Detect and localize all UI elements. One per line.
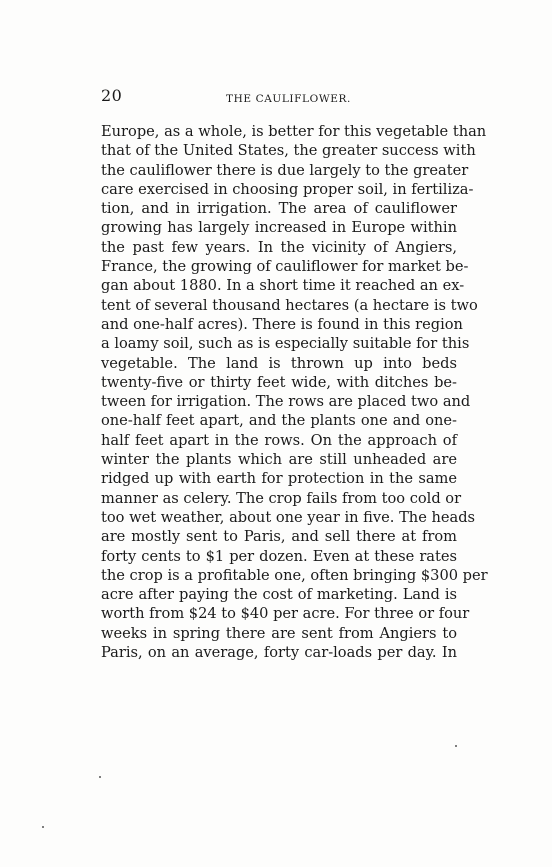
print-speck bbox=[99, 776, 101, 778]
text-line: vegetable. The land is thrown up into beds bbox=[101, 354, 457, 372]
text-line: growing has largely increased in Europe within bbox=[101, 219, 457, 237]
body-text bbox=[101, 122, 488, 662]
text-line: acre after paying the cost of marketing. Land is bbox=[101, 586, 457, 604]
text-line: tent of several thousand hectares (a hectare is two bbox=[101, 296, 478, 314]
text-line: one-half feet apart, and the plants one and one- bbox=[101, 412, 457, 430]
text-line: half feet apart in the rows. On the approach of bbox=[101, 431, 457, 449]
text-line: tween for irrigation. The rows are placed two and bbox=[101, 393, 471, 411]
text-line: the cauliflower there is due largely to the greater bbox=[101, 161, 469, 179]
text-line: France, the growing of cauliflower for market be- bbox=[101, 258, 469, 276]
text-line: twenty-five or thirty feet wide, with ditches be- bbox=[101, 373, 457, 391]
running-head: THE CAULIFLOWER. bbox=[226, 93, 351, 105]
text-line: weeks in spring there are sent from Angiers to bbox=[101, 624, 457, 642]
text-line: tion, and in irrigation. The area of cauliflower bbox=[101, 200, 457, 218]
text-line: are mostly sent to Paris, and sell there at from bbox=[101, 528, 457, 546]
text-line: forty cents to $1 per dozen. Even at these rates bbox=[101, 547, 457, 565]
text-line: care exercised in choosing proper soil, in fertiliza- bbox=[101, 180, 474, 198]
text-line: a loamy soil, such as is especially suitable for this bbox=[101, 335, 470, 353]
text-line: the crop is a profitable one, often bringing $300 per bbox=[101, 566, 488, 584]
text-line: Europe, as a whole, is better for this vegetable than bbox=[101, 123, 487, 140]
text-line: and one-half acres). There is found in this region bbox=[101, 315, 463, 333]
page-number: 20 bbox=[101, 86, 123, 105]
text-line: the past few years. In the vicinity of Angiers, bbox=[101, 238, 457, 256]
text-line: too wet weather, about one year in five. The heads bbox=[101, 508, 476, 526]
text-line: Paris, on an average, forty car-loads per day. In bbox=[101, 644, 457, 662]
text-line: ridged up with earth for protection in the same bbox=[101, 470, 457, 488]
print-speck bbox=[42, 826, 44, 828]
text-line: that of the United States, the greater success with bbox=[101, 142, 476, 160]
text-line: worth from $24 to $40 per acre. For three or four bbox=[101, 605, 470, 623]
text-line: gan about 1880. In a short time it reached an ex- bbox=[101, 277, 465, 295]
text-line: winter the plants which are still unheaded are bbox=[101, 451, 457, 469]
print-speck bbox=[455, 745, 457, 747]
text-line: manner as celery. The crop fails from too cold or bbox=[101, 489, 462, 507]
